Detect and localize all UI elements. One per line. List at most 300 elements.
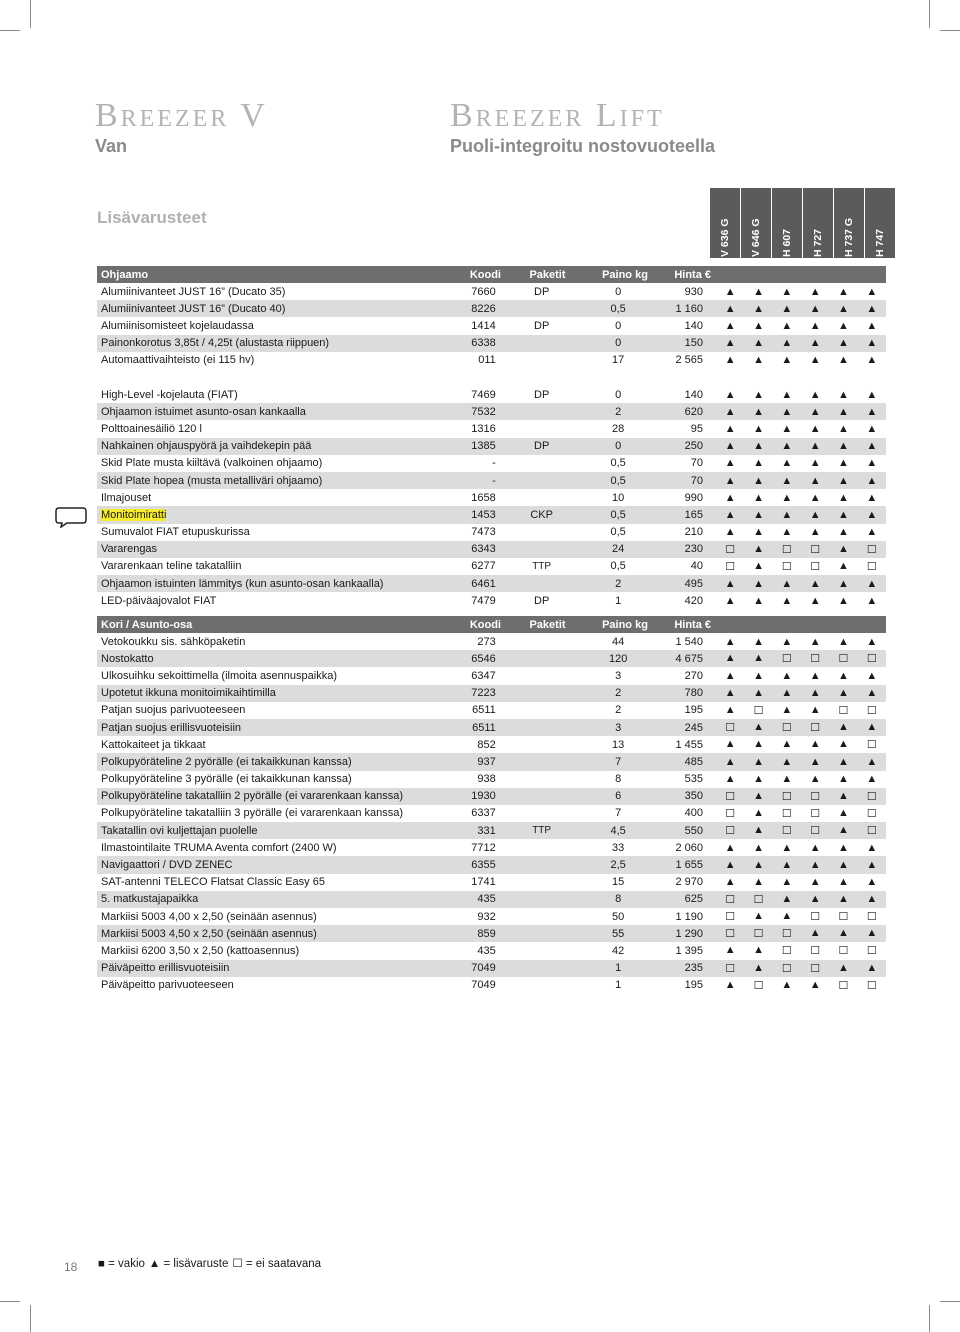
item-name-text: Alumiinisomisteet kojelaudassa: [101, 319, 254, 332]
item-name: [97, 979, 437, 991]
item-price: 625: [684, 893, 704, 906]
item-package: CKP: [530, 508, 553, 521]
table-row: [97, 455, 886, 472]
table-row: [97, 403, 886, 420]
item-code: 938: [477, 773, 496, 786]
triangle-icon: ▲: [838, 285, 849, 298]
triangle-icon: ▲: [753, 440, 764, 453]
item-code: 7049: [471, 962, 496, 975]
triangle-icon: ▲: [753, 508, 764, 521]
triangle-icon: ▲: [809, 457, 821, 470]
table-row: [97, 753, 886, 770]
triangle-icon: ▲: [838, 542, 849, 555]
item-weight: 0: [615, 440, 622, 453]
title-block-left: [95, 98, 268, 157]
triangle-icon: ▲: [809, 422, 821, 435]
item-name: [97, 859, 437, 871]
triangle-icon: ▲: [781, 508, 793, 521]
item-code: 7473: [471, 526, 496, 539]
availability: [716, 807, 886, 820]
triangle-icon: ▲: [866, 440, 878, 453]
item-name: [97, 807, 437, 819]
page-number: 18: [64, 1260, 78, 1274]
item-price: 1 190: [675, 910, 704, 923]
item-name-text: Ohjaamon istuimet asunto-osan kankaalla: [101, 405, 306, 418]
triangle-icon: ▲: [866, 876, 878, 889]
availability: [716, 756, 886, 768]
item-name-text: Polkupyöräteline 2 pyörälle (ei takaikkunan kanssa): [101, 755, 352, 768]
triangle-icon: ▲: [753, 285, 764, 298]
item-price: 245: [684, 721, 704, 734]
model-label: V 636 G: [719, 218, 731, 257]
item-code: 6355: [471, 859, 496, 872]
empty-square-icon: ☐: [810, 722, 821, 735]
header-code: Koodi: [469, 268, 501, 281]
table-header: [97, 266, 886, 283]
triangle-icon: ▲: [809, 687, 821, 700]
item-package: DP: [534, 388, 550, 401]
triangle-icon: ▲: [866, 302, 878, 315]
triangle-icon: ▲: [809, 703, 821, 716]
table-row: [97, 874, 886, 891]
table-row: [97, 541, 886, 558]
item-name: [97, 687, 437, 699]
table-row: [97, 667, 886, 684]
item-name-text: Markiisi 5003 4,00 x 2,50 (seinään asennus): [101, 910, 317, 923]
table-row: [97, 633, 886, 650]
triangle-icon: ▲: [753, 594, 764, 607]
availability: [716, 670, 886, 682]
item-price: 270: [684, 669, 704, 682]
item-weight: 15: [612, 876, 625, 889]
item-price: 1 395: [675, 944, 704, 957]
item-name: [97, 560, 437, 572]
item-code: -: [492, 457, 496, 470]
header-price: Hinta €: [674, 268, 711, 281]
empty-square-icon: ☐: [781, 807, 792, 820]
empty-square-icon: ☐: [866, 739, 877, 752]
legend: [98, 1256, 325, 1270]
item-weight: 44: [612, 635, 625, 648]
item-weight: 2,5: [610, 859, 626, 872]
item-weight: 8: [615, 893, 622, 906]
item-code: 435: [477, 893, 496, 906]
triangle-icon: ▲: [781, 876, 793, 889]
table-row: [97, 420, 886, 437]
item-price: 1 455: [675, 738, 704, 751]
triangle-icon: ▲: [781, 388, 793, 401]
triangle-icon: ▲: [809, 892, 821, 905]
triangle-icon: ▲: [724, 859, 736, 872]
triangle-icon: ▲: [724, 876, 736, 889]
item-code: 6277: [471, 560, 496, 573]
table-row: [97, 977, 886, 994]
item-weight: 1: [615, 979, 622, 992]
item-price: 495: [684, 577, 704, 590]
item-name-text: Alumiinivanteet JUST 16” (Ducato 40): [101, 302, 286, 315]
empty-square-icon: ☐: [753, 893, 764, 906]
item-name-text: Ohjaamon istuinten lämmitys (kun asunto-osan kankaalla): [101, 577, 384, 590]
triangle-icon: ▲: [838, 755, 849, 768]
item-code: 435: [477, 944, 496, 957]
availability: [716, 738, 886, 751]
triangle-icon: ▲: [753, 773, 764, 786]
triangle-icon: ▲: [781, 859, 793, 872]
availability: [716, 721, 886, 734]
item-price: 4 675: [675, 652, 704, 665]
availability: [716, 704, 886, 717]
item-weight: 0,5: [610, 474, 626, 487]
crop-mark: [940, 30, 960, 31]
empty-square-icon: ☐: [866, 825, 877, 838]
item-price: 95: [690, 422, 704, 435]
empty-square-icon: ☐: [810, 825, 821, 838]
item-package: TTP: [532, 560, 552, 572]
empty-square-icon: ☐: [866, 979, 877, 992]
triangle-icon: ▲: [724, 687, 736, 700]
triangle-icon: ▲: [724, 319, 736, 332]
empty-square-icon: ☐: [866, 807, 877, 820]
triangle-icon: ▲: [809, 354, 821, 367]
empty-square-icon: ☐: [781, 790, 792, 803]
triangle-icon: ▲: [838, 892, 849, 905]
availability: [716, 979, 886, 992]
triangle-icon: ▲: [781, 457, 793, 470]
triangle-icon: ▲: [838, 457, 849, 470]
item-code: 8226: [471, 302, 496, 315]
model-header: [865, 188, 896, 258]
item-price: 420: [684, 594, 704, 607]
triangle-icon: ▲: [781, 669, 793, 682]
triangle-icon: ▲: [781, 755, 793, 768]
triangle-icon: ▲: [809, 927, 821, 940]
triangle-icon: ▲: [809, 738, 821, 751]
item-name: [97, 636, 437, 648]
empty-square-icon: ☐: [838, 653, 849, 666]
triangle-icon: ▲: [753, 961, 764, 974]
triangle-icon: ▲: [838, 508, 849, 521]
availability: [716, 962, 886, 975]
triangle-icon: ▲: [781, 474, 793, 487]
availability: [716, 773, 886, 785]
item-price: 195: [684, 704, 704, 717]
triangle-icon: ▲: [781, 526, 793, 539]
triangle-icon: ▲: [724, 440, 736, 453]
item-name: [97, 457, 437, 469]
table-row: [97, 317, 886, 334]
triangle-icon: ▲: [724, 669, 736, 682]
item-weight: 0: [615, 337, 622, 350]
triangle-icon: ▲: [724, 594, 736, 607]
empty-square-icon: ☐: [753, 928, 764, 941]
item-name: [97, 578, 437, 590]
item-weight: 1: [615, 962, 622, 975]
triangle-icon: ▲: [866, 892, 878, 905]
item-weight: 10: [612, 491, 625, 504]
item-name-text: Nahkainen ohjauspyörä ja vaihdekepin pää: [101, 440, 312, 453]
item-name-text: Patjan suojus erillisvuoteisiin: [101, 721, 242, 734]
item-name-text: Automaattivaihteisto (ei 115 hv): [101, 354, 255, 367]
header-price: Hinta €: [674, 618, 711, 631]
model-label: H 727: [812, 228, 824, 257]
triangle-icon: ▲: [753, 789, 764, 802]
triangle-icon: ▲: [838, 961, 849, 974]
triangle-icon: ▲: [724, 422, 736, 435]
triangle-icon: ▲: [724, 635, 736, 648]
triangle-icon: ▲: [838, 594, 849, 607]
triangle-icon: ▲: [724, 755, 736, 768]
triangle-icon: ▲: [753, 755, 764, 768]
item-weight: 0: [615, 285, 622, 298]
crop-mark: [0, 1301, 20, 1302]
empty-square-icon: ☐: [753, 704, 764, 717]
triangle-icon: ▲: [781, 422, 793, 435]
availability: [716, 560, 886, 573]
triangle-icon: ▲: [753, 944, 764, 957]
triangle-icon: ▲: [753, 354, 764, 367]
triangle-icon: ▲: [724, 577, 736, 590]
availability: [716, 927, 886, 940]
item-name: [97, 911, 437, 923]
triangle-icon: ▲: [724, 652, 736, 665]
item-name: [97, 389, 437, 401]
empty-square-icon: ☐: [838, 945, 849, 958]
triangle-icon: ▲: [753, 422, 764, 435]
triangle-icon: ▲: [838, 687, 849, 700]
table-row: [97, 592, 886, 609]
empty-square-icon: ☐: [753, 979, 764, 992]
crop-mark: [929, 0, 930, 28]
triangle-icon: ▲: [753, 721, 764, 734]
item-code: 011: [478, 354, 496, 367]
subtitle-right: Puoli-integroitu nostovuoteella: [450, 136, 715, 156]
item-weight: 0,5: [610, 508, 626, 521]
item-name-text: Takatallin ovi kuljettajan puolelle: [101, 824, 258, 837]
table-row: [97, 856, 886, 873]
model-headers: [710, 188, 896, 258]
title-left: Breezer V: [95, 97, 268, 134]
triangle-icon: ▲: [781, 491, 793, 504]
availability: [716, 910, 886, 923]
triangle-icon: ▲: [753, 738, 764, 751]
item-price: 165: [684, 508, 704, 521]
item-weight: 13: [612, 738, 625, 751]
item-name: [97, 704, 437, 716]
triangle-icon: ▲: [809, 491, 821, 504]
triangle-icon: ▲: [753, 910, 764, 923]
triangle-icon: ▲: [781, 738, 793, 751]
empty-square-icon: ☐: [810, 807, 821, 820]
item-code: 7469: [471, 388, 496, 401]
triangle-icon: ▲: [809, 405, 821, 418]
item-weight: 7: [615, 807, 622, 820]
item-name: [97, 286, 437, 298]
item-name: [97, 595, 437, 607]
triangle-icon: ▲: [809, 669, 821, 682]
item-price: 990: [684, 491, 704, 504]
item-name: [97, 670, 437, 682]
triangle-icon: ▲: [724, 841, 736, 854]
item-name-text: Upotetut ikkuna monitoimikaihtimilla: [101, 687, 276, 700]
item-name: [97, 543, 437, 555]
triangle-icon: ▲: [838, 635, 849, 648]
item-weight: 2: [615, 405, 622, 418]
triangle-icon: ▲: [866, 491, 878, 504]
table-row: [97, 489, 886, 506]
table-section: [97, 266, 886, 369]
item-price: 620: [684, 405, 704, 418]
triangle-icon: ▲: [838, 337, 849, 350]
triangle-icon: ▲: [724, 388, 736, 401]
item-name-text: Markiisi 5003 4,50 x 2,50 (seinään asennus): [101, 927, 317, 940]
item-code: 273: [477, 635, 496, 648]
item-code: 7479: [471, 594, 496, 607]
model-header: [772, 188, 803, 258]
item-name: [97, 406, 437, 418]
triangle-icon: ▲: [866, 721, 878, 734]
item-price: 780: [684, 687, 704, 700]
triangle-icon: ▲: [838, 824, 849, 837]
triangle-icon: ▲: [809, 508, 821, 521]
item-weight: 55: [612, 927, 625, 940]
triangle-icon: ▲: [724, 474, 736, 487]
triangle-icon: ▲: [753, 652, 764, 665]
empty-square-icon: ☐: [866, 560, 877, 573]
item-name-text: Kattokaiteet ja tikkaat: [101, 738, 206, 751]
triangle-icon: ▲: [753, 491, 764, 504]
item-name-text: Navigaattori / DVD ZENEC: [101, 859, 233, 872]
triangle-icon: ▲: [838, 859, 849, 872]
table-row: [97, 805, 886, 822]
triangle-icon: ▲: [809, 319, 821, 332]
table-row: [97, 472, 886, 489]
availability: [716, 475, 886, 487]
item-name: [97, 790, 437, 802]
item-code: 937: [477, 755, 496, 768]
triangle-icon: ▲: [866, 526, 878, 539]
availability: [716, 636, 886, 648]
availability: [716, 337, 886, 349]
table-row: [97, 685, 886, 702]
triangle-icon: ▲: [809, 876, 821, 889]
triangle-icon: ▲: [866, 755, 878, 768]
triangle-icon: ▲: [781, 910, 793, 923]
item-name-text: Päiväpeitto parivuoteeseen: [101, 979, 234, 992]
triangle-icon: ▲: [724, 337, 736, 350]
empty-square-icon: ☐: [725, 560, 736, 573]
item-weight: 2: [615, 687, 622, 700]
item-name-text: Skid Plate hopea (musta metalliväri ohjaamo): [101, 474, 323, 487]
item-name-text: LED-päiväajovalot FIAT: [101, 594, 217, 607]
item-name-text: Polkupyöräteline 3 pyörälle (ei takaikkunan kanssa): [101, 773, 352, 786]
triangle-icon: ▲: [838, 721, 849, 734]
empty-square-icon: ☐: [838, 979, 849, 992]
empty-square-icon: ☐: [810, 543, 821, 556]
legend-item: ■ = vakio: [98, 1258, 145, 1270]
table-row: [97, 822, 886, 839]
item-code: 6337: [471, 807, 496, 820]
triangle-icon: ▲: [838, 806, 849, 819]
triangle-icon: ▲: [866, 319, 878, 332]
empty-square-icon: ☐: [781, 653, 792, 666]
crop-mark: [30, 1305, 31, 1332]
triangle-icon: ▲: [724, 703, 736, 716]
item-name-text: Nostokatto: [101, 652, 154, 665]
triangle-icon: ▲: [838, 422, 849, 435]
availability: [716, 543, 886, 556]
item-weight: 17: [612, 354, 625, 367]
table-row: [97, 283, 886, 300]
triangle-icon: ▲: [781, 302, 793, 315]
item-price: 210: [684, 526, 704, 539]
table-row: [97, 386, 886, 403]
item-name: [97, 303, 437, 315]
model-header: [710, 188, 741, 258]
item-weight: 0,5: [610, 457, 626, 470]
triangle-icon: ▲: [809, 594, 821, 607]
speech-bubble-icon: [55, 506, 87, 528]
item-price: 485: [684, 755, 704, 768]
triangle-icon: ▲: [753, 302, 764, 315]
triangle-icon: ▲: [753, 841, 764, 854]
item-weight: 8: [615, 773, 622, 786]
triangle-icon: ▲: [753, 635, 764, 648]
triangle-icon: ▲: [724, 405, 736, 418]
item-price: 150: [684, 337, 704, 350]
table-row: [97, 558, 886, 575]
triangle-icon: ▲: [838, 876, 849, 889]
empty-square-icon: ☐: [838, 704, 849, 717]
availability: [716, 406, 886, 418]
availability: [716, 457, 886, 469]
item-name-text: Alumiinivanteet JUST 16” (Ducato 35): [101, 285, 286, 298]
triangle-icon: ▲: [809, 474, 821, 487]
triangle-icon: ▲: [724, 526, 736, 539]
triangle-icon: ▲: [724, 491, 736, 504]
header-code: Koodi: [469, 618, 501, 631]
item-price: 930: [684, 285, 704, 298]
triangle-icon: ▲: [753, 405, 764, 418]
table-row: [97, 736, 886, 753]
item-weight: 2: [615, 704, 622, 717]
triangle-icon: ▲: [753, 559, 764, 572]
item-code: 1930: [471, 790, 496, 803]
item-price: 400: [684, 807, 704, 820]
availability: [716, 893, 886, 906]
triangle-icon: ▲: [809, 285, 821, 298]
availability: [716, 595, 886, 607]
empty-square-icon: ☐: [810, 790, 821, 803]
empty-square-icon: ☐: [781, 825, 792, 838]
item-name-text: Ilmajouset: [101, 491, 152, 504]
triangle-icon: ▲: [809, 577, 821, 590]
item-code: 859: [477, 927, 496, 940]
header-packages: Paketit: [529, 268, 566, 281]
item-name: [97, 320, 437, 332]
item-name-text: Markiisi 6200 3,50 x 2,50 (kattoasennus): [101, 944, 300, 957]
item-name-text: Ulkosuihku sekoittimella (ilmoita asennuspaikka): [101, 669, 337, 682]
triangle-icon: ▲: [781, 319, 793, 332]
item-price: 535: [684, 773, 704, 786]
empty-square-icon: ☐: [781, 945, 792, 958]
item-price: 1 160: [675, 302, 704, 315]
empty-square-icon: ☐: [838, 911, 849, 924]
triangle-icon: ▲: [781, 337, 793, 350]
item-code: 1385: [471, 440, 496, 453]
table-section: [97, 616, 886, 994]
item-code: 6347: [471, 669, 496, 682]
triangle-icon: ▲: [724, 978, 736, 991]
